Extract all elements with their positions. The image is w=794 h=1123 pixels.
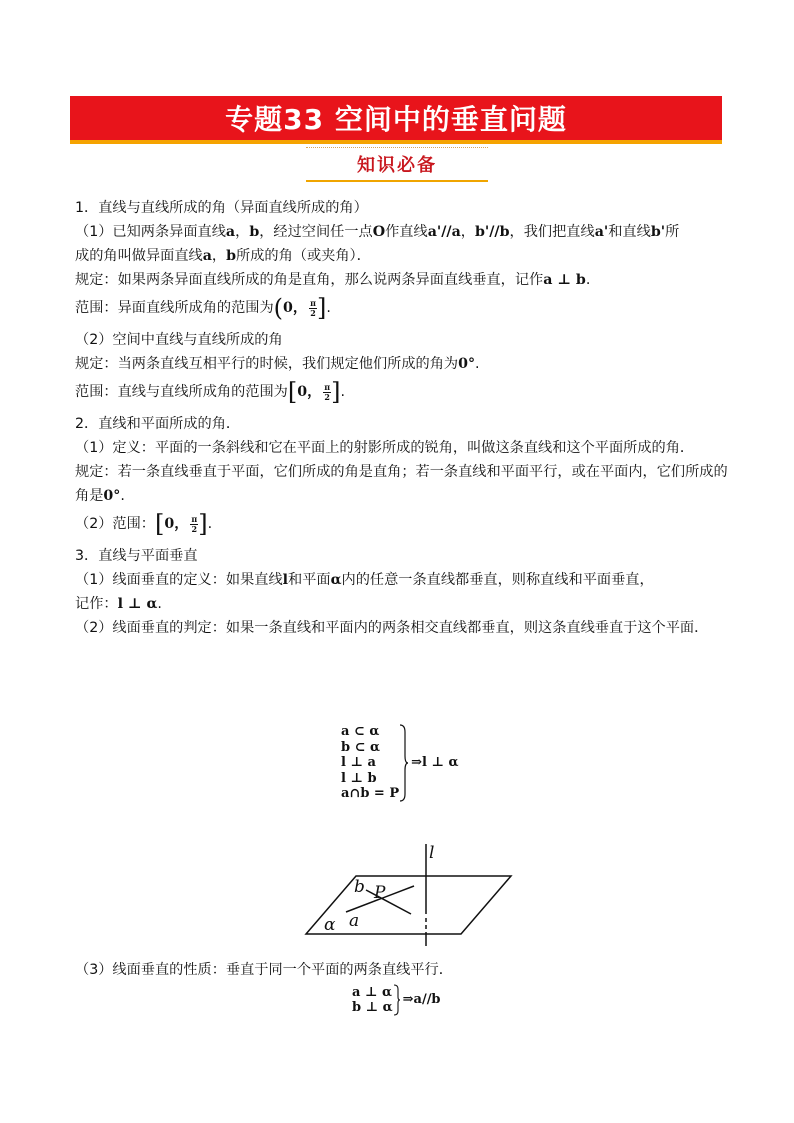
fraction-denominator: 2 [324,391,330,402]
formula-conditions [352,985,393,1016]
text: . [340,384,346,400]
text: 和平面 [288,572,331,588]
math-b-prime: b' [650,224,666,240]
text: . [475,356,480,372]
document-body [75,196,735,640]
section2-definition: （1）定义：平面的一条斜线和它在平面上的射影所成的锐角，叫做这条直线和这个平面所成的角． [75,440,695,456]
formula-line: b ⊥ α [352,1000,393,1015]
bracket-close: ] [316,294,327,322]
section1-heading: 1．直线与直线所成的角（异面直线所成的角） [75,200,368,216]
text: 规定：若一条直线垂直于平面，它们所成的角是直角；若一条直线和平面平行，或在平面内，它们所成的角是 [75,464,728,504]
section3-judgement: （2）线面垂直的判定：如果一条直线和平面内的两条相交直线都垂直，则这条直线垂直于这个平面． [75,620,709,636]
text: 内的任意一条直线都垂直，则称直线和平面垂直， [341,572,654,588]
section1-range [75,296,735,320]
right-brace-icon [399,724,409,802]
section1-range2 [75,380,735,404]
text: 范围：异面直线所成角的范围为 [75,300,274,316]
text: ， [211,248,227,264]
text: . [207,516,213,532]
text: ，经过空间任一点 [259,224,373,240]
formula-line: a ⊥ α [352,984,392,1000]
formula-result: ⇒l ⊥ α [411,755,459,771]
text: 规定：当两条直线互相平行的时候，我们规定他们所成的角为 [75,356,459,372]
text: . [326,300,331,316]
section2-range [75,512,735,536]
right-brace-icon [393,984,401,1016]
line-plane-perpendicular-figure [296,838,516,950]
section3-definition [75,568,735,616]
formula-perpendicular-property [352,984,441,1016]
range-interval [288,380,341,404]
section3-property: （3）线面垂直的性质：垂直于同一个平面的两条直线平行． [75,962,453,978]
formula-perpendicular-criterion [341,724,459,802]
range-start: 0， [164,516,189,532]
text: 成的角叫做异面直线 [75,248,203,264]
text: ， [460,224,475,240]
bracket-close: ] [198,510,208,538]
text: . [120,488,125,504]
range-interval [274,296,327,320]
math-b: b [226,248,237,264]
label-b: b [354,877,365,897]
text: 所成的角（或夹角）． [236,248,371,264]
math-expression: a ⊥ b [543,272,586,288]
range-interval [155,512,208,536]
formula-line: a ⊂ α [341,724,380,740]
page-title: 专题33 空间中的垂直问题 [225,103,567,136]
math-value: 0° [103,488,121,504]
range-start: 0， [297,384,322,400]
math-b: b [249,224,260,240]
text: . [157,596,162,612]
section1-rule [75,268,735,292]
section-subtitle: 知识必备 [357,155,437,176]
text: （1）线面垂直的定义：如果直线 [75,572,283,588]
text: （2）范围： [75,516,155,532]
math-O: O [372,224,386,240]
bracket-close: ] [331,378,341,406]
text: 所 [665,224,680,240]
text: 记作： [75,596,118,612]
subtitle-box [306,147,488,182]
fraction [309,299,317,318]
formula-line: l ⊥ b [341,770,377,786]
fraction [190,515,198,534]
section1-rule2 [75,352,735,376]
formula-line: b ⊂ α [341,739,381,755]
text: 和直线 [608,224,651,240]
fraction [323,383,331,402]
fraction-denominator: 2 [191,523,198,534]
math-expression: l ⊥ α [117,596,158,612]
plane-alpha-shape [306,876,511,934]
math-a: a [225,224,236,240]
text: . [585,272,591,288]
title-banner [70,96,722,144]
fraction-numerator: π [191,513,198,524]
section3-heading: 3．直线与平面垂直 [75,548,198,564]
formula-line: l ⊥ a [341,755,376,771]
text: ， [235,224,250,240]
text: 范围：直线与直线所成角的范围为 [75,384,288,400]
label-P: P [374,883,386,903]
label-alpha: α [324,915,336,935]
text: 规定：如果两条异面直线所成的角是直角，那么说两条异面直线垂直，记作 [75,272,544,288]
section1-paragraph1 [75,220,735,268]
fraction-numerator: π [310,297,316,308]
fraction-denominator: 2 [310,307,316,318]
text: 作直线 [385,224,428,240]
section1-sub2: （2）空间中直线与直线所成的角 [75,332,283,348]
bracket-open: [ [154,510,165,538]
math-a: a [202,248,212,264]
section2-heading: 2．直线和平面所成的角． [75,416,241,432]
math-value: 0° [458,356,476,372]
label-l: l [429,843,435,863]
formula-result: ⇒a//b [402,992,441,1008]
formula-line: a∩b = P [341,786,400,802]
text: ，我们把直线 [509,224,595,240]
math-alpha: α [330,572,342,588]
text: （1）已知两条异面直线 [75,224,226,240]
bracket-open: ( [273,294,284,322]
section2-rule [75,460,735,508]
math-l: l [282,572,289,588]
label-a: a [349,911,360,931]
math-a-prime: a' [594,224,609,240]
math-b-parallel: b'//b [474,224,510,240]
formula-conditions [341,724,399,802]
fraction-numerator: π [324,381,331,392]
math-a-parallel: a'//a [427,224,461,240]
bracket-open: [ [287,378,298,406]
range-start: 0， [283,300,308,316]
